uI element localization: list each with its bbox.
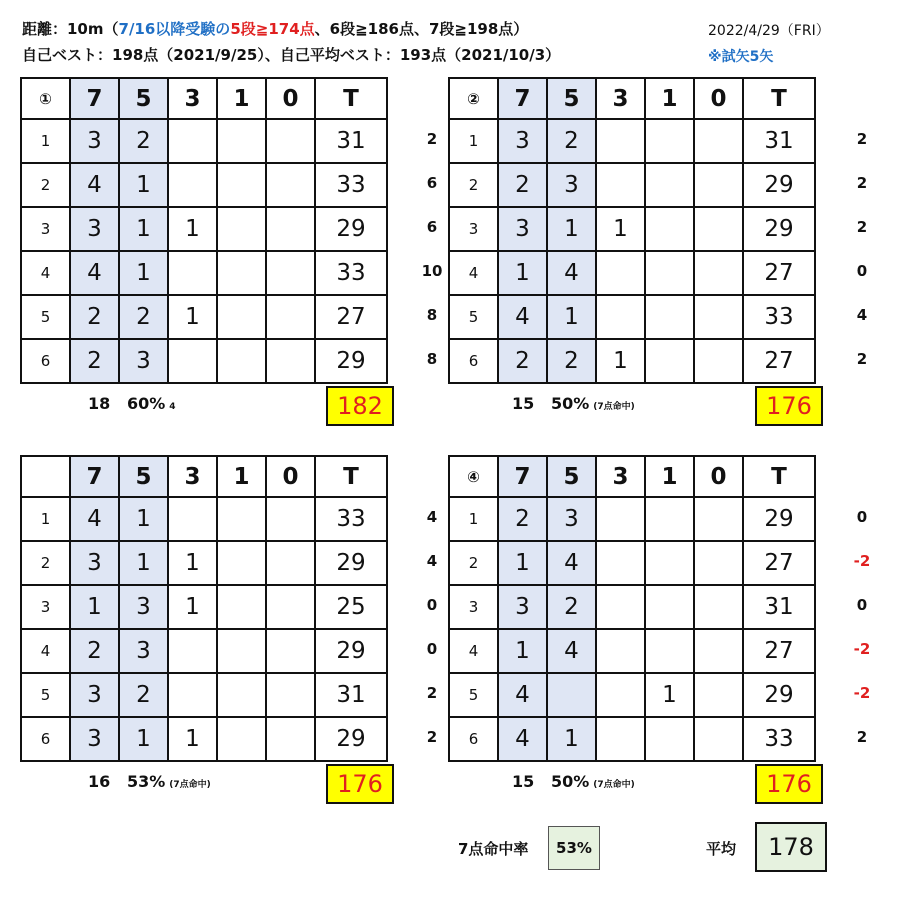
cell-c5: 1: [119, 251, 168, 295]
cell-c0: [266, 717, 315, 761]
block-summary: [88, 772, 211, 791]
end-row: [21, 717, 387, 761]
cell-n: 3: [21, 585, 70, 629]
cell-c0: [694, 119, 743, 163]
cell-c1: [645, 207, 694, 251]
score-diff: 0: [426, 596, 438, 614]
cell-t: 29: [315, 717, 387, 761]
cell-c0: [694, 585, 743, 629]
cell-n: 6: [21, 339, 70, 383]
cell-c1: [217, 585, 266, 629]
score-diff: 6: [426, 218, 438, 236]
column-header: 7: [70, 78, 119, 119]
cell-c1: [645, 339, 694, 383]
column-header: 0: [266, 456, 315, 497]
score-diff: 0: [856, 508, 868, 526]
hit-rate-label: 7点命中率: [458, 840, 529, 858]
cell-c1: [645, 629, 694, 673]
cell-c5: 1: [119, 207, 168, 251]
cell-c0: [694, 295, 743, 339]
cell-c1: [645, 541, 694, 585]
score-diff: 10: [421, 262, 443, 280]
cell-c3: [168, 629, 217, 673]
score-diff: 8: [426, 306, 438, 324]
exam-date-rule: 7/16以降受験の: [118, 20, 231, 38]
cell-c5: 3: [119, 585, 168, 629]
score-diff: 6: [426, 174, 438, 192]
cell-n: 1: [21, 119, 70, 163]
score-diff: 2: [426, 684, 438, 702]
cell-t: 29: [315, 629, 387, 673]
column-header: 7: [498, 456, 547, 497]
seven-hit-percent: 50%: [550, 394, 590, 413]
cell-n: 5: [449, 673, 498, 717]
cell-t: 33: [315, 497, 387, 541]
cell-c0: [266, 339, 315, 383]
cell-c0: [266, 497, 315, 541]
cell-c1: [217, 251, 266, 295]
cell-c0: [694, 497, 743, 541]
score-diff: -2: [853, 640, 871, 658]
column-header: 0: [266, 78, 315, 119]
cell-c7: 4: [70, 163, 119, 207]
cell-c1: [217, 163, 266, 207]
block-total: 176: [755, 386, 823, 426]
end-row: [449, 163, 815, 207]
end-row: [449, 295, 815, 339]
column-header: 0: [694, 456, 743, 497]
cell-t: 29: [743, 163, 815, 207]
score-diff: 0: [856, 596, 868, 614]
end-row: [21, 251, 387, 295]
cell-c7: 3: [70, 541, 119, 585]
score-diff: 4: [426, 508, 438, 526]
cell-c3: [596, 585, 645, 629]
score-diff: 8: [426, 350, 438, 368]
cell-c3: [596, 541, 645, 585]
cell-c5: 1: [119, 497, 168, 541]
cell-c1: [645, 585, 694, 629]
header-row: [21, 78, 387, 119]
cell-n: 6: [21, 717, 70, 761]
cell-n: 4: [449, 251, 498, 295]
cell-n: 2: [449, 541, 498, 585]
seven-hit-percent: 53%: [126, 772, 166, 791]
cell-c7: 4: [70, 251, 119, 295]
seven-hit-percent: 60%: [126, 394, 166, 413]
seven-hit-note: 4: [169, 402, 176, 412]
cell-c1: [645, 251, 694, 295]
cell-c0: [694, 629, 743, 673]
cell-c7: 2: [498, 339, 547, 383]
cell-n: 3: [449, 585, 498, 629]
cell-c0: [694, 339, 743, 383]
trial-arrows-note: ※試矢5矢: [708, 49, 774, 65]
cell-c5: 1: [547, 717, 596, 761]
cell-c3: 1: [168, 585, 217, 629]
cell-c3: [596, 295, 645, 339]
score-table-3: [20, 455, 388, 762]
cell-t: 27: [743, 541, 815, 585]
seven-hit-note: (7点命中): [593, 780, 635, 790]
cell-c7: 2: [70, 339, 119, 383]
cell-c7: 4: [498, 295, 547, 339]
column-header: 5: [547, 78, 596, 119]
score-diff: 2: [856, 218, 868, 236]
score-diff: -2: [853, 552, 871, 570]
cell-c3: [596, 673, 645, 717]
cell-t: 27: [743, 629, 815, 673]
cell-c7: 1: [70, 585, 119, 629]
other-dan-rules: 、6段≧186点、7段≧198点）: [314, 20, 529, 38]
cell-n: 2: [21, 163, 70, 207]
end-row: [449, 119, 815, 163]
cell-c7: 3: [498, 119, 547, 163]
column-header: [21, 456, 70, 497]
cell-t: 29: [743, 673, 815, 717]
cell-c5: 1: [119, 163, 168, 207]
average-value: 178: [755, 822, 827, 872]
cell-c0: [694, 207, 743, 251]
cell-t: 33: [315, 163, 387, 207]
cell-t: 31: [743, 119, 815, 163]
personal-best-line: 自己ベスト：198点（2021/9/25）、自己平均ベスト：193点（2021/10/3）: [22, 46, 561, 64]
score-diff: 0: [426, 640, 438, 658]
cell-c0: [266, 207, 315, 251]
cell-c7: 4: [70, 497, 119, 541]
cell-c5: 4: [547, 629, 596, 673]
column-header: 5: [547, 456, 596, 497]
cell-c1: [217, 207, 266, 251]
cell-t: 29: [315, 541, 387, 585]
score-diff: 2: [856, 130, 868, 148]
cell-c0: [694, 717, 743, 761]
score-table-1: [20, 77, 388, 384]
cell-t: 33: [743, 717, 815, 761]
cell-c0: [694, 163, 743, 207]
column-header: 1: [645, 456, 694, 497]
score-diff: -2: [853, 684, 871, 702]
cell-n: 1: [449, 497, 498, 541]
cell-c5: 3: [119, 629, 168, 673]
cell-c1: [645, 717, 694, 761]
cell-c3: 1: [168, 207, 217, 251]
score-diff: 0: [856, 262, 868, 280]
cell-c5: 3: [547, 497, 596, 541]
cell-c5: 3: [547, 163, 596, 207]
block-summary: [88, 394, 176, 413]
header-row: [21, 456, 387, 497]
cell-c7: 4: [498, 717, 547, 761]
score-diff: 4: [426, 552, 438, 570]
column-header: ②: [449, 78, 498, 119]
cell-c1: [217, 119, 266, 163]
cell-c7: 3: [70, 717, 119, 761]
cell-c7: 1: [498, 629, 547, 673]
block-total: 182: [326, 386, 394, 426]
block-summary: [512, 394, 635, 413]
cell-c5: 1: [547, 295, 596, 339]
column-header: 5: [119, 456, 168, 497]
cell-c7: 1: [498, 541, 547, 585]
column-header: 3: [168, 456, 217, 497]
cell-c3: [168, 339, 217, 383]
cell-c1: [217, 673, 266, 717]
cell-c7: 3: [70, 119, 119, 163]
column-header: 1: [217, 456, 266, 497]
score-diff: 2: [426, 728, 438, 746]
cell-c5: 2: [119, 295, 168, 339]
seven-hit-note: (7点命中): [593, 402, 635, 412]
cell-n: 3: [21, 207, 70, 251]
column-header: 1: [217, 78, 266, 119]
cell-c5: 2: [547, 119, 596, 163]
end-row: [449, 207, 815, 251]
cell-t: 29: [743, 207, 815, 251]
cell-c1: [217, 339, 266, 383]
end-row: [21, 295, 387, 339]
cell-c0: [266, 629, 315, 673]
cell-c3: 1: [168, 717, 217, 761]
session-date: 2022/4/29（FRI）: [708, 23, 830, 39]
cell-c5: 1: [119, 717, 168, 761]
end-row: [21, 497, 387, 541]
block-summary: [512, 772, 635, 791]
score-diff: 2: [426, 130, 438, 148]
fifth-dan-rule: 5段≧174点: [230, 20, 315, 38]
end-row: [449, 339, 815, 383]
cell-c3: [596, 629, 645, 673]
cell-c3: 1: [596, 339, 645, 383]
cell-t: 31: [743, 585, 815, 629]
cell-c1: [645, 119, 694, 163]
cell-c3: [596, 251, 645, 295]
end-row: [449, 673, 815, 717]
cell-n: 5: [21, 673, 70, 717]
seven-hit-percent: 50%: [550, 772, 590, 791]
cell-c3: [168, 251, 217, 295]
cell-c0: [266, 163, 315, 207]
cell-c3: [596, 119, 645, 163]
end-row: [449, 585, 815, 629]
score-diff: 4: [856, 306, 868, 324]
cell-c1: 1: [645, 673, 694, 717]
cell-t: 29: [315, 207, 387, 251]
cell-c3: [168, 119, 217, 163]
cell-n: 1: [449, 119, 498, 163]
header-row: [449, 78, 815, 119]
cell-c1: [217, 717, 266, 761]
cell-c1: [645, 497, 694, 541]
seven-hit-count: 15: [512, 394, 535, 413]
cell-c0: [694, 541, 743, 585]
end-row: [21, 339, 387, 383]
block-total: 176: [326, 764, 394, 804]
cell-c7: 2: [70, 629, 119, 673]
column-header: 3: [168, 78, 217, 119]
cell-t: 31: [315, 673, 387, 717]
cell-t: 33: [315, 251, 387, 295]
end-row: [21, 585, 387, 629]
score-table-4: [448, 455, 816, 762]
cell-c0: [266, 295, 315, 339]
cell-t: 31: [315, 119, 387, 163]
cell-t: 29: [315, 339, 387, 383]
end-row: [21, 629, 387, 673]
header-row: [449, 456, 815, 497]
cell-c1: [217, 497, 266, 541]
distance-label: 距離：10m（: [22, 20, 119, 38]
cell-n: 5: [21, 295, 70, 339]
cell-c7: 3: [70, 673, 119, 717]
cell-c7: 3: [498, 207, 547, 251]
cell-n: 4: [21, 251, 70, 295]
cell-c5: 2: [547, 585, 596, 629]
cell-n: 5: [449, 295, 498, 339]
cell-c0: [266, 541, 315, 585]
score-diff: 2: [856, 174, 868, 192]
column-header: 7: [498, 78, 547, 119]
cell-t: 29: [743, 497, 815, 541]
end-row: [449, 717, 815, 761]
score-table-2: [448, 77, 816, 384]
cell-c5: 3: [119, 339, 168, 383]
block-total: 176: [755, 764, 823, 804]
cell-c1: [217, 541, 266, 585]
cell-n: 4: [21, 629, 70, 673]
cell-c3: [596, 163, 645, 207]
cell-c7: 2: [498, 163, 547, 207]
cell-c0: [694, 673, 743, 717]
seven-hit-note: (7点命中): [169, 780, 211, 790]
seven-hit-count: 18: [88, 394, 111, 413]
cell-t: 27: [743, 251, 815, 295]
column-header: 0: [694, 78, 743, 119]
end-row: [449, 629, 815, 673]
seven-hit-count: 15: [512, 772, 535, 791]
cell-c3: 1: [596, 207, 645, 251]
column-header: T: [315, 456, 387, 497]
column-header: 3: [596, 456, 645, 497]
average-label: 平均: [706, 840, 737, 858]
cell-c3: [596, 717, 645, 761]
cell-c1: [645, 163, 694, 207]
cell-c0: [694, 251, 743, 295]
cell-c1: [217, 629, 266, 673]
end-row: [21, 673, 387, 717]
column-header: ①: [21, 78, 70, 119]
cell-c3: [168, 497, 217, 541]
score-diff: 2: [856, 728, 868, 746]
cell-n: 2: [449, 163, 498, 207]
cell-c0: [266, 251, 315, 295]
cell-c7: 3: [498, 585, 547, 629]
end-row: [21, 119, 387, 163]
cell-c5: 1: [547, 207, 596, 251]
column-header: 3: [596, 78, 645, 119]
cell-c3: [168, 163, 217, 207]
cell-c7: 3: [70, 207, 119, 251]
cell-c3: [168, 673, 217, 717]
cell-c5: 2: [119, 119, 168, 163]
cell-c5: 1: [119, 541, 168, 585]
cell-c3: 1: [168, 541, 217, 585]
column-header: 7: [70, 456, 119, 497]
cell-c3: 1: [168, 295, 217, 339]
cell-n: 4: [449, 629, 498, 673]
cell-c0: [266, 585, 315, 629]
cell-c3: [596, 497, 645, 541]
end-row: [21, 541, 387, 585]
distance-rules-line: [22, 18, 528, 39]
cell-n: 6: [449, 339, 498, 383]
cell-t: 33: [743, 295, 815, 339]
end-row: [21, 207, 387, 251]
column-header: T: [743, 78, 815, 119]
cell-t: 25: [315, 585, 387, 629]
cell-c5: 4: [547, 541, 596, 585]
end-row: [449, 497, 815, 541]
column-header: T: [315, 78, 387, 119]
end-row: [449, 251, 815, 295]
cell-c5: [547, 673, 596, 717]
cell-c7: 4: [498, 673, 547, 717]
score-diff: 2: [856, 350, 868, 368]
cell-c0: [266, 119, 315, 163]
column-header: T: [743, 456, 815, 497]
cell-c1: [217, 295, 266, 339]
cell-n: 6: [449, 717, 498, 761]
cell-c7: 1: [498, 251, 547, 295]
seven-hit-count: 16: [88, 772, 111, 791]
cell-n: 2: [21, 541, 70, 585]
end-row: [21, 163, 387, 207]
column-header: ④: [449, 456, 498, 497]
hit-rate-value: 53%: [548, 826, 600, 870]
cell-c5: 2: [119, 673, 168, 717]
end-row: [449, 541, 815, 585]
cell-c1: [645, 295, 694, 339]
column-header: 5: [119, 78, 168, 119]
cell-c7: 2: [70, 295, 119, 339]
column-header: 1: [645, 78, 694, 119]
cell-t: 27: [743, 339, 815, 383]
cell-t: 27: [315, 295, 387, 339]
cell-c0: [266, 673, 315, 717]
cell-c7: 2: [498, 497, 547, 541]
cell-c5: 4: [547, 251, 596, 295]
cell-n: 3: [449, 207, 498, 251]
cell-n: 1: [21, 497, 70, 541]
cell-c5: 2: [547, 339, 596, 383]
